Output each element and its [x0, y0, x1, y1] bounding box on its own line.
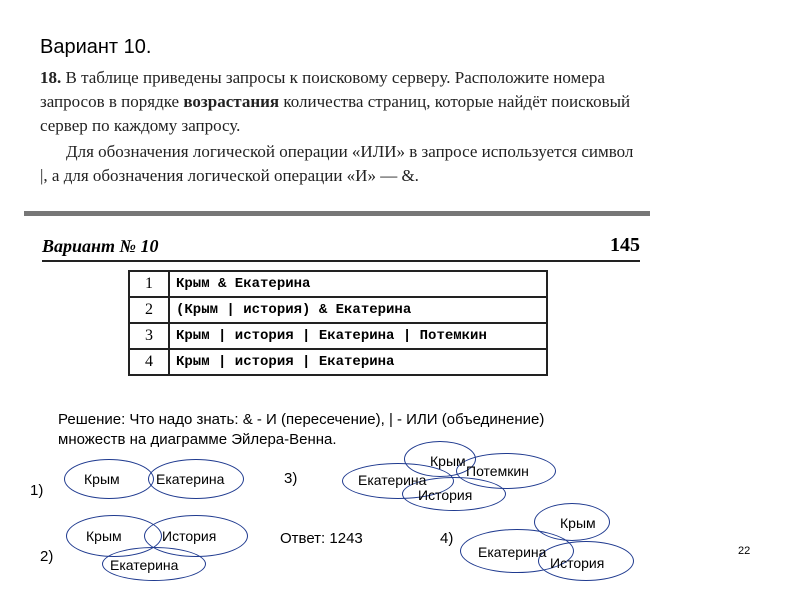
- diagram-4-label: 4): [440, 530, 454, 547]
- query-number: 1: [129, 271, 169, 297]
- book-page-number: 145: [610, 234, 640, 256]
- problem-statement-end: количества страниц, которые найдёт поисковый сервер по каждому запросу.: [40, 92, 631, 135]
- diagram-3-label-b: Потемкин: [466, 463, 529, 479]
- diagram-3-label-c: Екатерина: [358, 472, 427, 488]
- diagram-3-label-a: Крым: [430, 453, 466, 469]
- diagram-4-label-a: Крым: [560, 515, 596, 531]
- diagram-4-label-b: Екатерина: [478, 544, 547, 560]
- query-text: Крым | история | Екатерина: [169, 349, 547, 375]
- variant-label: Вариант № 10: [42, 236, 159, 256]
- task-number: 18.: [40, 68, 62, 87]
- divider: [24, 211, 650, 216]
- problem-statement: В таблице приведены запросы к поисковому серверу. Расположите номера запросов в порядке: [40, 68, 605, 111]
- query-number: 4: [129, 349, 169, 375]
- table-row: [129, 349, 547, 375]
- problem-paragraph-2: Для обозначения логической операции «ИЛИ» в запросе используется символ |, а для обозначения логической операции «И» — &.: [40, 142, 634, 185]
- query-number: 2: [129, 297, 169, 323]
- query-text: Крым & Екатерина: [169, 271, 547, 297]
- table-row: [129, 297, 547, 323]
- diagram-4-label-c: История: [550, 555, 605, 571]
- diagram-2-label-b: История: [162, 528, 217, 544]
- query-text: Крым | история | Екатерина | Потемкин: [169, 323, 547, 349]
- diagram-1-label: 1): [30, 482, 44, 499]
- answer-text: Ответ: 1243: [280, 530, 363, 547]
- slide-page-number: 22: [738, 545, 751, 557]
- diagram-2-label-a: Крым: [86, 528, 122, 544]
- query-number: 3: [129, 323, 169, 349]
- diagram-2-label-c: Екатерина: [110, 557, 179, 573]
- problem-paragraph-1: [40, 66, 640, 138]
- slide-title: Вариант 10.: [40, 36, 152, 58]
- problem-emphasis: возрастания: [183, 92, 280, 111]
- diagram-2-label: 2): [40, 548, 54, 565]
- table-row: [129, 323, 547, 349]
- query-text: (Крым | история) & Екатерина: [169, 297, 547, 323]
- queries-table: [128, 270, 548, 376]
- diagram-3-label-d: История: [418, 487, 473, 503]
- problem-text: [40, 66, 640, 188]
- table-row: [129, 271, 547, 297]
- solution-line-2: множеств на диаграмме Эйлера-Венна.: [58, 431, 337, 448]
- diagram-3-label: 3): [284, 470, 298, 487]
- solution-text: [58, 410, 658, 450]
- variant-header: [42, 236, 640, 262]
- solution-line-1: Решение: Что надо знать: & - И (пересечение), | - ИЛИ (объединение): [58, 411, 545, 428]
- diagram-1-label-b: Екатерина: [156, 471, 225, 487]
- diagram-1-label-a: Крым: [84, 471, 120, 487]
